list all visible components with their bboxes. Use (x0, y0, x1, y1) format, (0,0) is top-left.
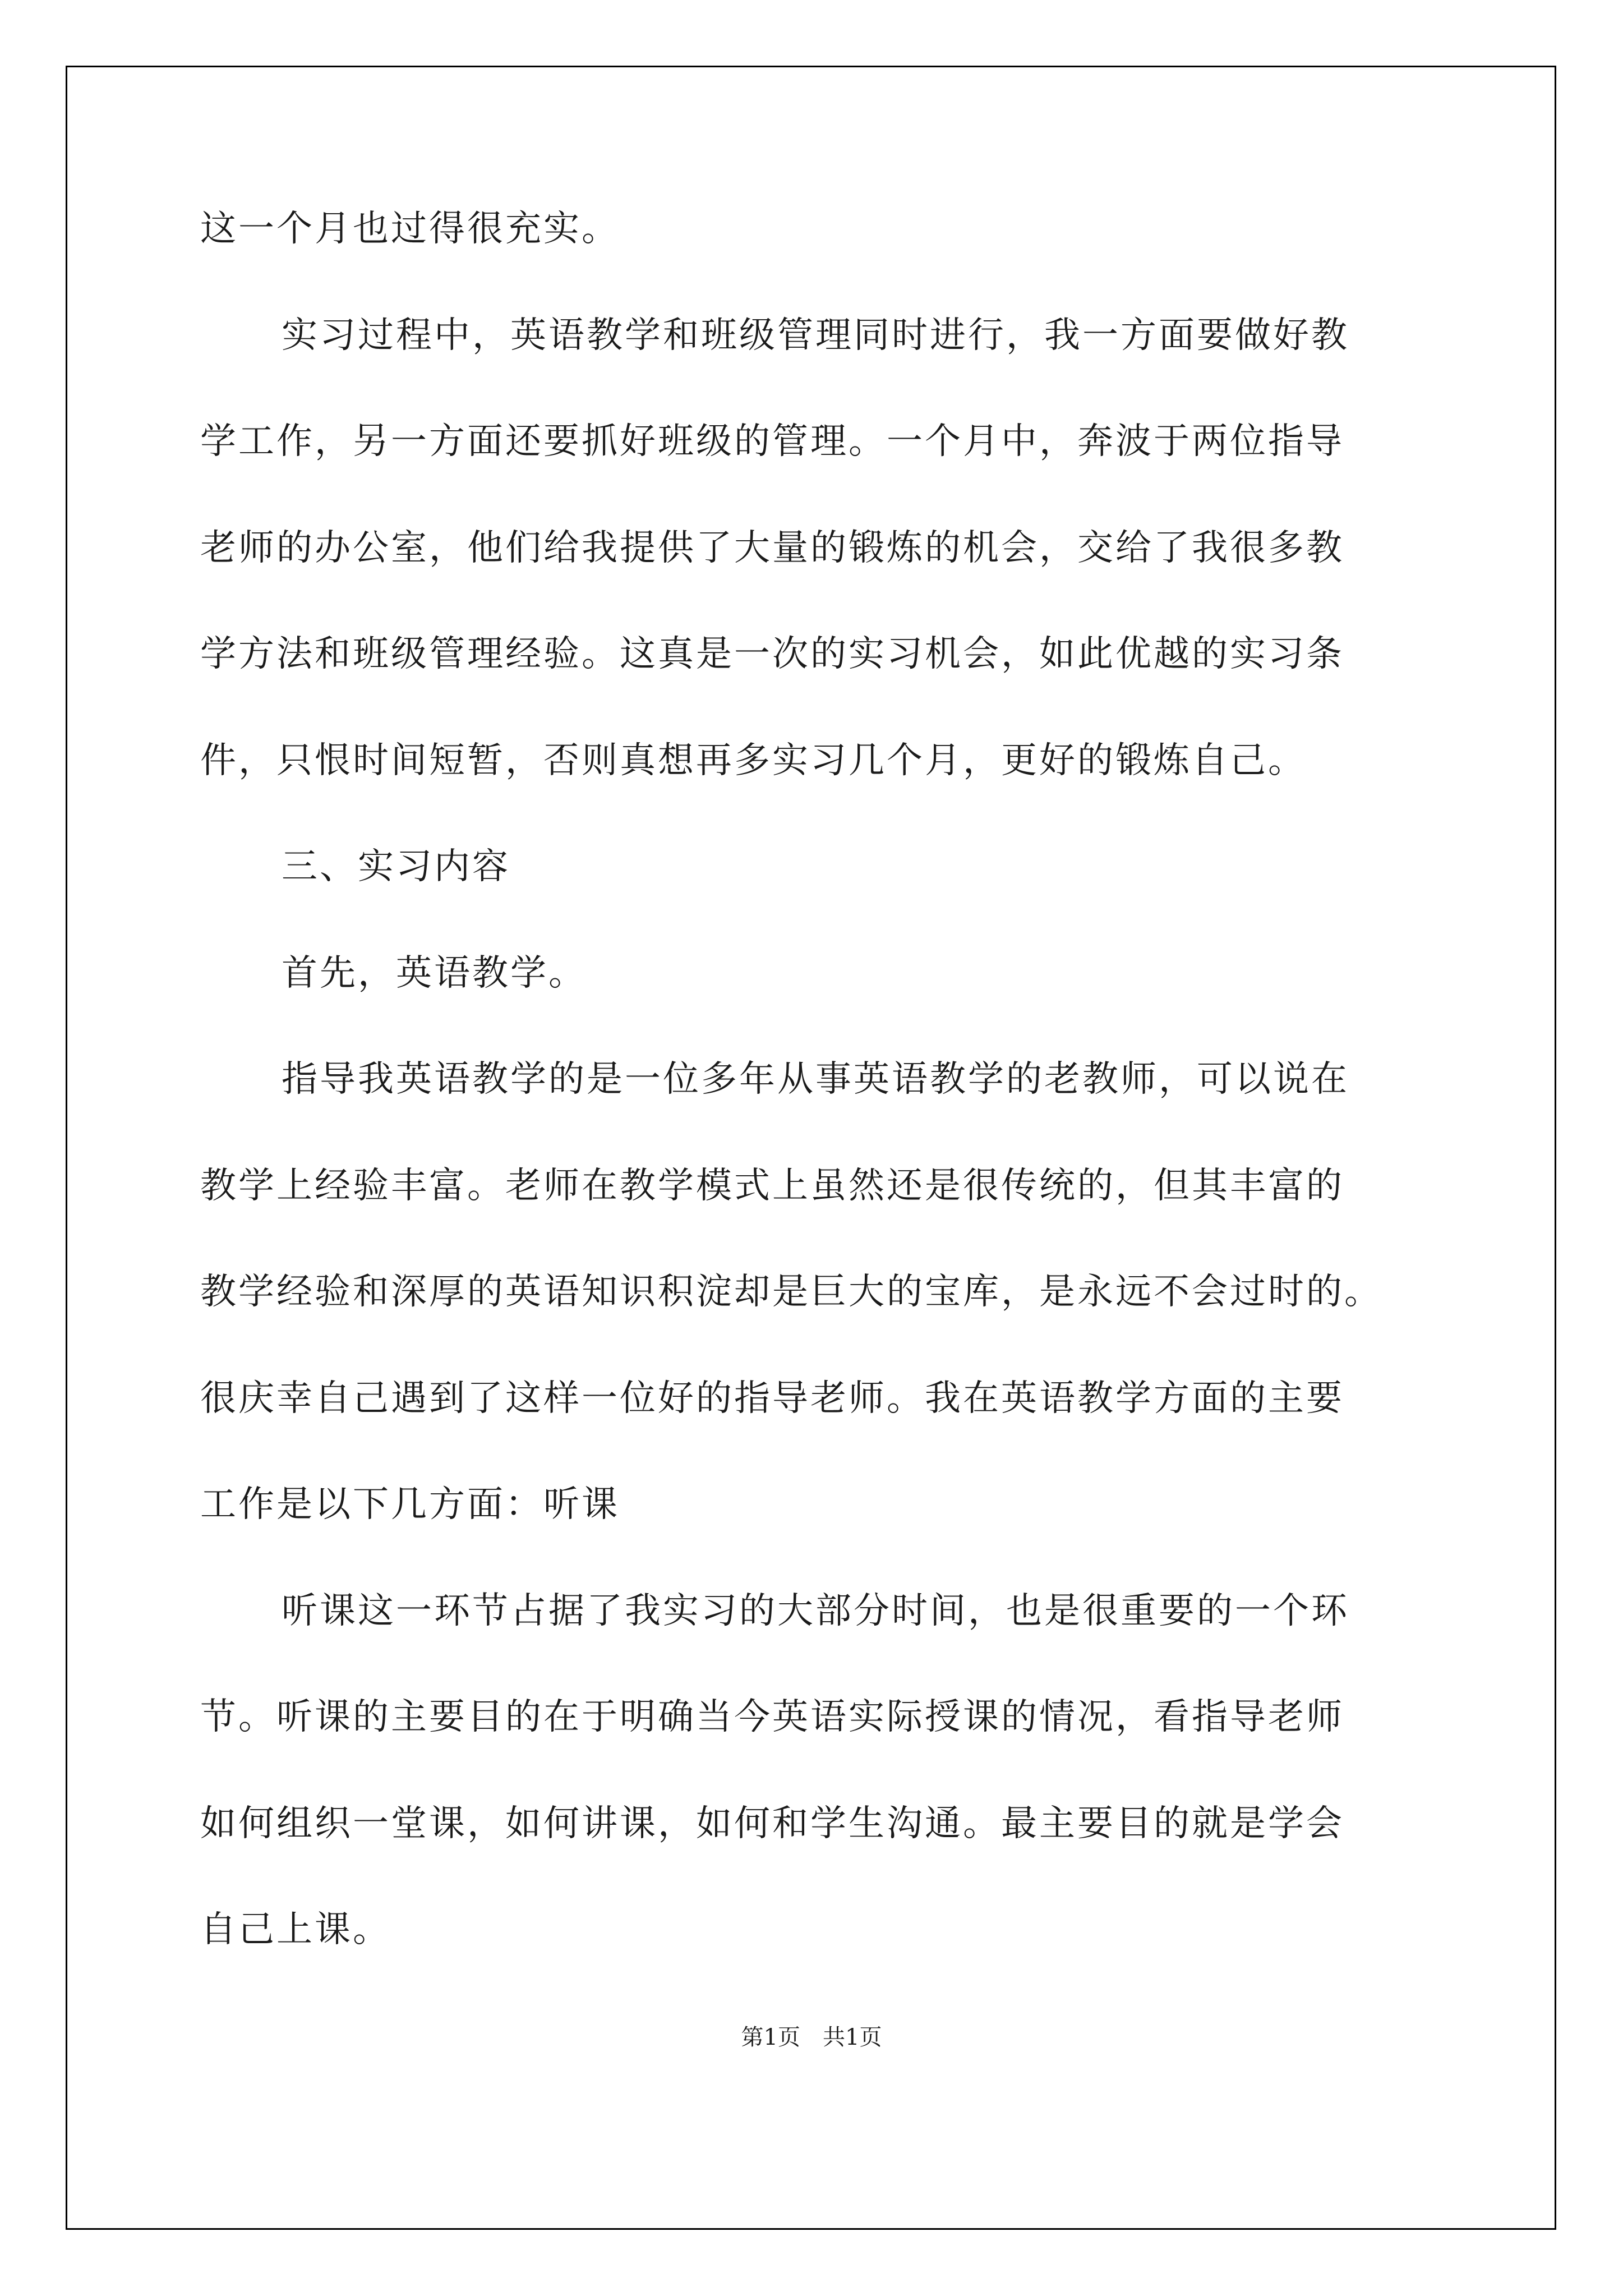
text-line: 学工作，另一方面还要抓好班级的管理。一个月中，奔波于两位指导 (200, 421, 1344, 462)
page-number-footer: 第1页 共1页 (741, 2024, 882, 2050)
section-heading: 三、实习内容 (282, 846, 510, 887)
text-line: 学方法和班级管理经验。这真是一次的实习机会，如此优越的实习条 (200, 633, 1344, 675)
text-line: 节。听课的主要目的在于明确当今英语实际授课的情况，看指导老师 (200, 1696, 1344, 1738)
subsection-heading: 首先，英语教学。 (282, 952, 587, 994)
paragraph-start-line: 指导我英语教学的是一位多年从事英语教学的老教师，可以说在 (282, 1059, 1349, 1100)
text-line: 教学上经验丰富。老师在教学模式上虽然还是很传统的，但其丰富的 (200, 1165, 1344, 1207)
text-line: 这一个月也过得很充实。 (200, 208, 620, 250)
text-line: 老师的办公室，他们给我提供了大量的锻炼的机会，交给了我很多教 (200, 527, 1344, 569)
document-body (200, 208, 1507, 2022)
paragraph-start-line: 听课这一环节占据了我实习的大部分时间，也是很重要的一个环 (282, 1590, 1349, 1632)
text-line: 如何组织一堂课，如何讲课，如何和学生沟通。最主要目的就是学会 (200, 1802, 1344, 1844)
text-line: 很庆幸自己遇到了这样一位好的指导老师。我在英语教学方面的主要 (200, 1377, 1344, 1419)
text-line: 教学经验和深厚的英语知识积淀却是巨大的宝库，是永远不会过时的。 (200, 1271, 1382, 1313)
paragraph-start-line: 实习过程中，英语教学和班级管理同时进行，我一方面要做好教 (282, 314, 1349, 356)
text-line: 件，只恨时间短暂，否则真想再多实习几个月，更好的锻炼自己。 (200, 739, 1306, 781)
text-line: 工作是以下几方面：听课 (200, 1484, 620, 1525)
text-line: 自己上课。 (200, 1909, 391, 1950)
